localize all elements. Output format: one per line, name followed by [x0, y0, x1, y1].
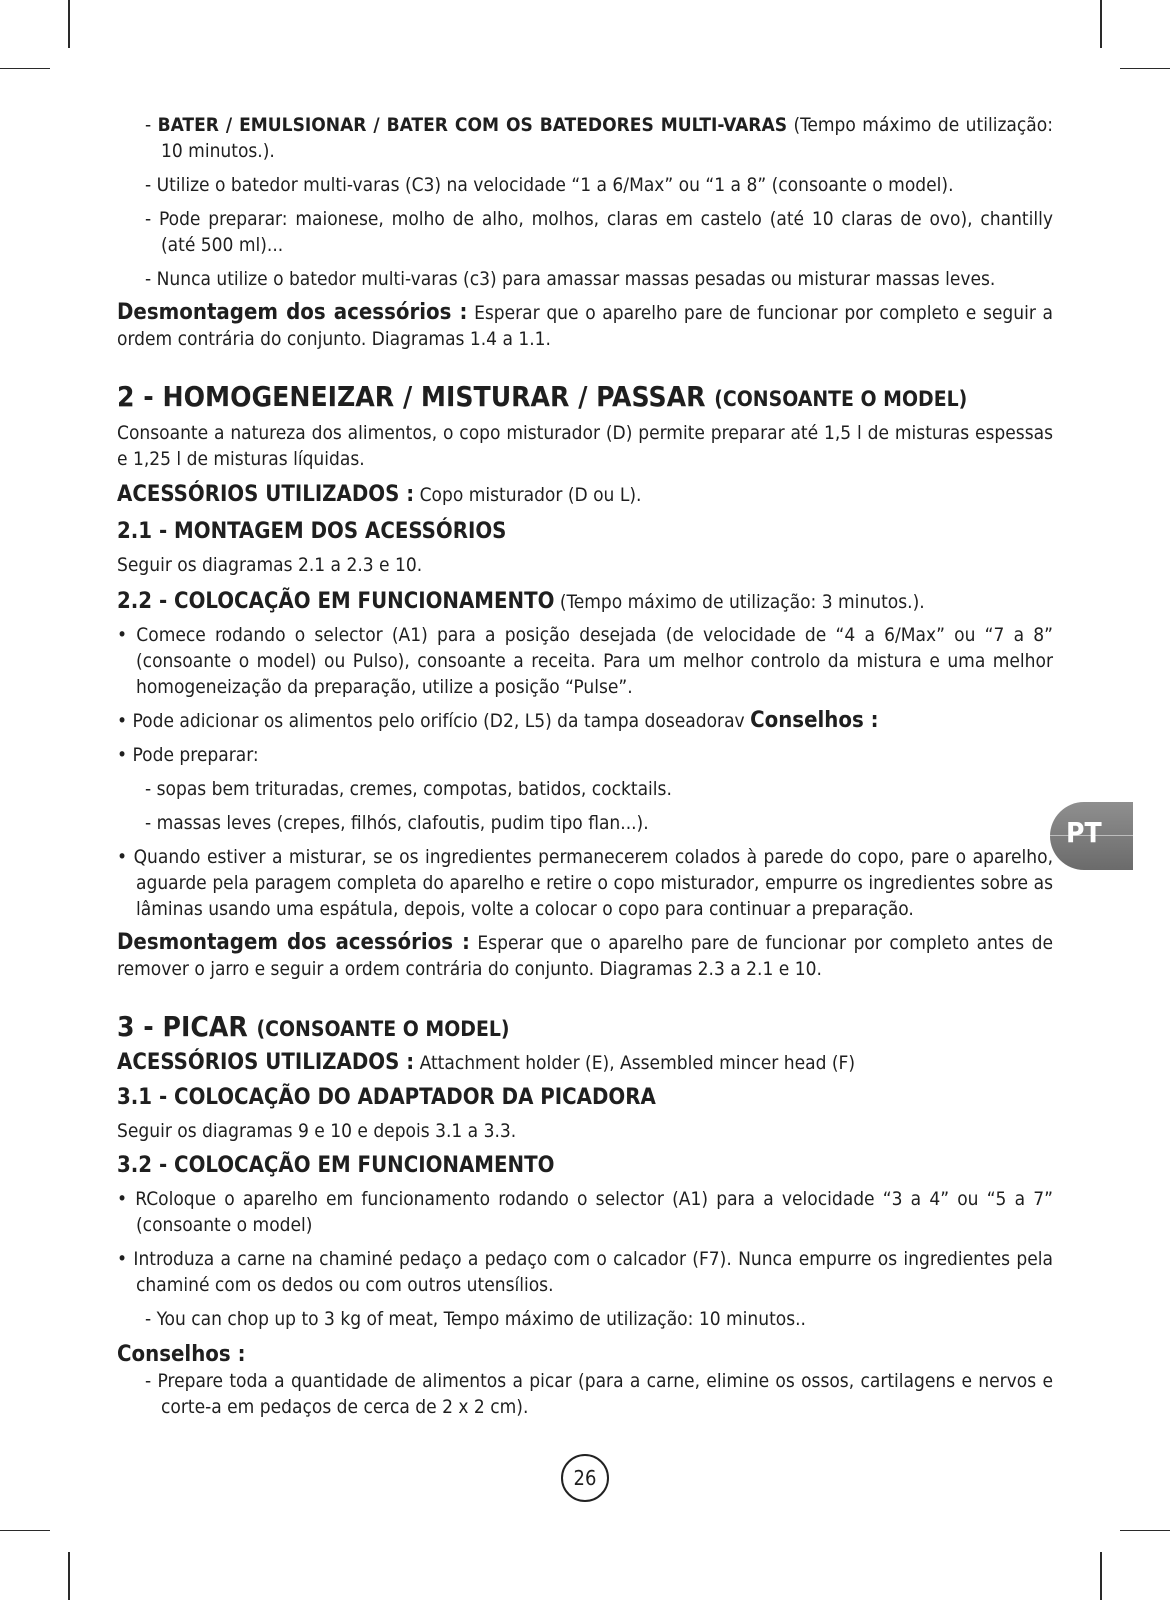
list-item: • Quando estiver a misturar, se os ingredientes permanecerem colados à parede do copo, pare o aparelho, aguarde pela paragem completa do aparelho e retire o copo misturador, empurre os ingredientes sobre as lâminas usando uma espátula, depois, volte a colocar o copo para continuar a preparação.	[117, 846, 1054, 920]
crop-mark	[1100, 0, 1102, 48]
subsection-heading: 3.2 - COLOCAÇÃO EM FUNCIONAMENTO	[117, 1153, 555, 1178]
subsection-text: Seguir os diagramas 2.1 a 2.3 e 10.	[117, 554, 423, 576]
list-item: • RColoque o aparelho em funcionamento rodando o selector (A1) para a velocidade “3 a 4” ou “5 a 7” (consoante o model)	[117, 1188, 1053, 1236]
accessories-line: ACESSÓRIOS UTILIZADOS : Copo misturador (D ou L).	[117, 482, 642, 507]
crop-mark	[1120, 1530, 1170, 1531]
tips-heading: Conselhos :	[117, 1342, 246, 1367]
subsection-text: Seguir os diagramas 9 e 10 e depois 3.1 a 3.3.	[117, 1120, 517, 1142]
language-tab	[1050, 802, 1133, 870]
crop-mark	[0, 1530, 50, 1531]
list-item: • Pode adicionar os alimentos pelo orifício (D2, L5) da tampa doseadorav Conselhos :	[117, 708, 879, 733]
list-item: - Prepare toda a quantidade de alimentos a picar (para a carne, elimine os ossos, cartilagens e nervos e corte-a em pedaços de cerca de 2 x 2 cm).	[145, 1370, 1053, 1418]
section-heading: 3 - PICAR (CONSOANTE O MODEL)	[117, 1010, 510, 1043]
section-intro: Consoante a natureza dos alimentos, o copo misturador (D) permite preparar até 1,5 l de misturas espessas e 1,25 l de misturas líquidas.	[117, 422, 1053, 470]
crop-mark	[1100, 1552, 1102, 1600]
disassembly-paragraph: Desmontagem dos acessórios : Esperar que o aparelho pare de funcionar por completo e seguir a ordem contrária do conjunto. Diagramas 1.4 a 1.1.	[117, 300, 1053, 350]
language-tab-label: PT	[1066, 816, 1102, 849]
list-item: - You can chop up to 3 kg of meat, Tempo máximo de utilização: 10 minutos..	[145, 1308, 806, 1330]
crop-mark	[68, 1552, 70, 1600]
list-item: • Pode preparar:	[117, 744, 259, 766]
list-item: - sopas bem trituradas, cremes, compotas, batidos, cocktails.	[145, 778, 672, 800]
subsection-heading: 2.1 - MONTAGEM DOS ACESSÓRIOS	[117, 519, 507, 544]
list-item: • Introduza a carne na chaminé pedaço a pedaço com o calcador (F7). Nunca empurre os ingredientes pela chaminé com os dedos ou com outros utensílios.	[117, 1248, 1054, 1296]
section-heading: 2 - HOMOGENEIZAR / MISTURAR / PASSAR (CONSOANTE O MODEL)	[117, 380, 968, 413]
accessories-line: ACESSÓRIOS UTILIZADOS : Attachment holder (E), Assembled mincer head (F)	[117, 1050, 856, 1075]
subsection-heading: 2.2 - COLOCAÇÃO EM FUNCIONAMENTO (Tempo máximo de utilização: 3 minutos.).	[117, 589, 925, 614]
list-item: - Nunca utilize o batedor multi-varas (c3) para amassar massas pesadas ou misturar massas leves.	[145, 268, 996, 290]
list-item: - Pode preparar: maionese, molho de alho, molhos, claras em castelo (até 10 claras de ovo), chantilly (até 500 ml)...	[145, 208, 1053, 256]
crop-mark	[68, 0, 70, 48]
page-number: 26	[561, 1454, 609, 1502]
crop-mark	[0, 68, 50, 69]
list-item: - Utilize o batedor multi-varas (C3) na velocidade “1 a 6/Max” ou “1 a 8” (consoante o model).	[145, 174, 954, 196]
list-item: • Comece rodando o selector (A1) para a posição desejada (de velocidade de “4 a 6/Max” ou “7 a 8” (consoante o model) ou Pulso), consoante a receita. Para um melhor controlo da mistura e uma melhor homogeneização da preparação, utilize a posição “Pulse”.	[117, 624, 1053, 698]
list-item: - massas leves (crepes, filhós, clafoutis, pudim tipo flan...).	[145, 812, 649, 834]
disassembly-paragraph: Desmontagem dos acessórios : Esperar que o aparelho pare de funcionar por completo antes de remover o jarro e seguir a ordem contrária do conjunto. Diagramas 2.3 a 2.1 e 10.	[117, 930, 1053, 980]
list-item: - BATER / EMULSIONAR / BATER COM OS BATEDORES MULTI-VARAS (Tempo máximo de utilização: 10 minutos.).	[145, 114, 1053, 162]
subsection-heading: 3.1 - COLOCAÇÃO DO ADAPTADOR DA PICADORA	[117, 1085, 656, 1110]
crop-mark	[1120, 68, 1170, 69]
page-content	[117, 112, 1053, 1428]
